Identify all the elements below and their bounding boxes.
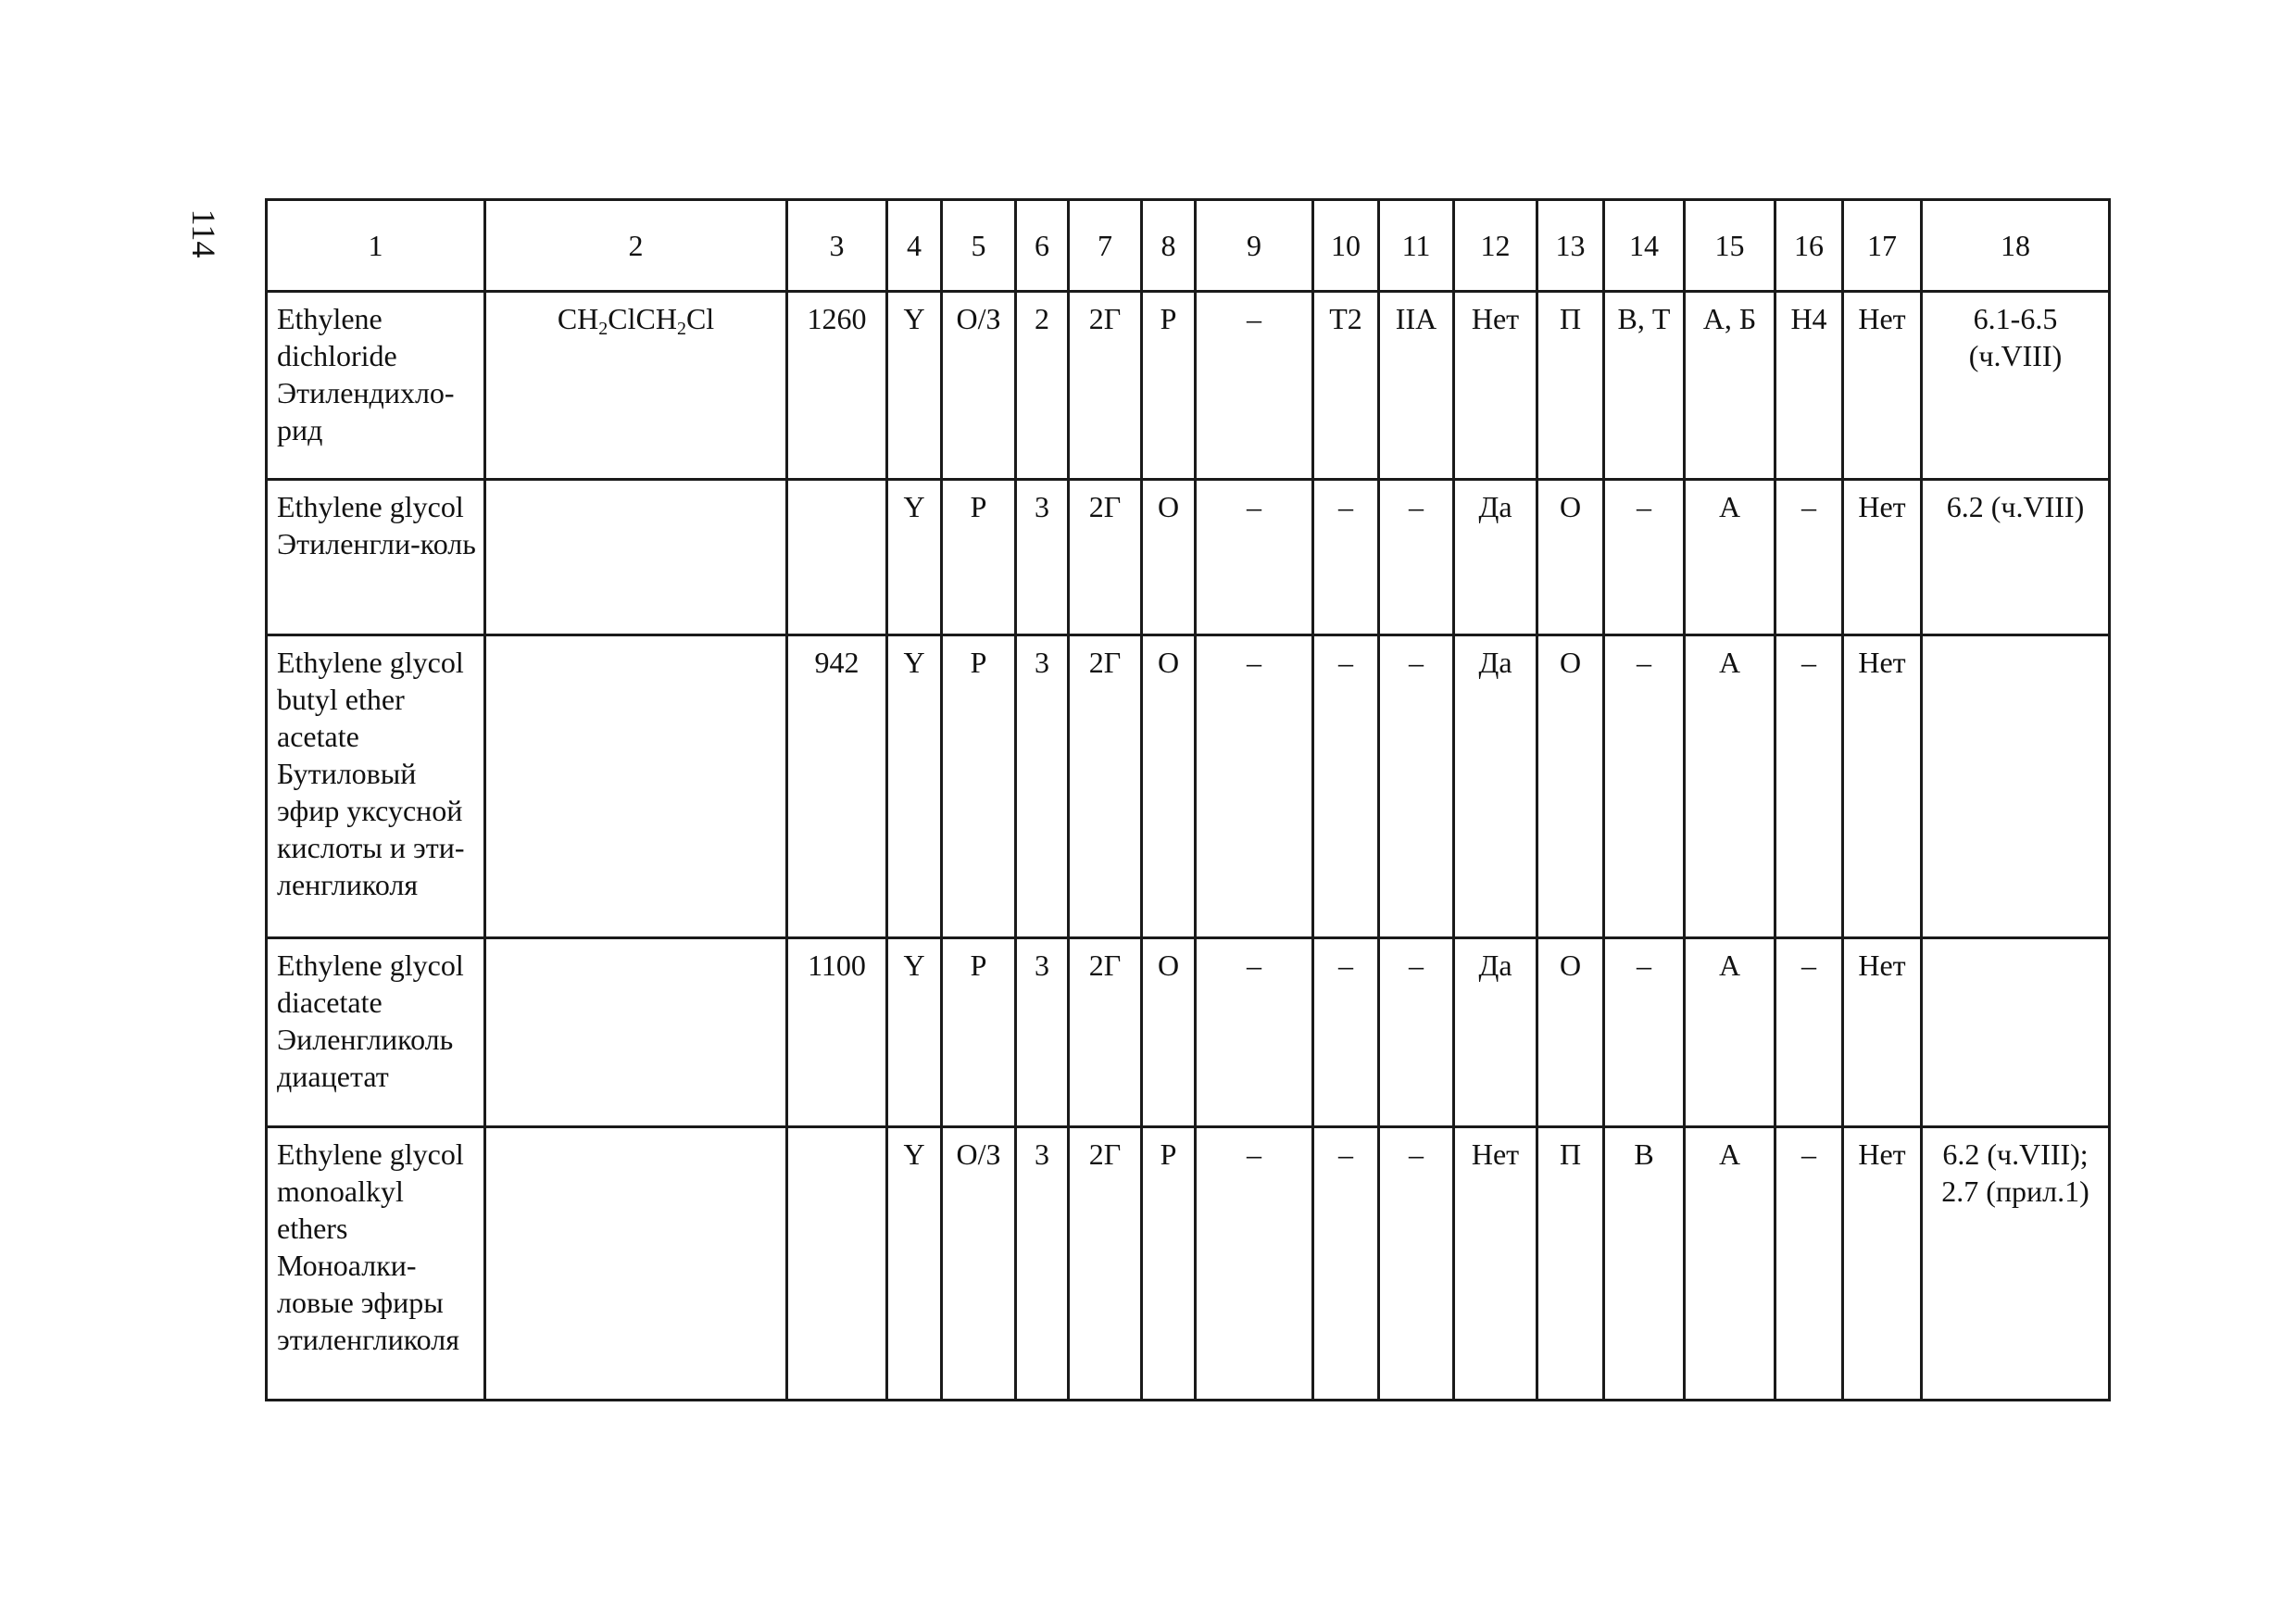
table-cell: В, Т xyxy=(1604,292,1685,480)
table-cell: 2Г xyxy=(1069,938,1142,1127)
product-name-en: Ethylene glycol xyxy=(277,490,464,523)
table-cell: – xyxy=(1775,635,1843,938)
table-cell: – xyxy=(1313,938,1379,1127)
table-cell: П xyxy=(1537,1127,1604,1401)
product-name-ru: Бутиловый эфир уксусной кислоты и эти-ленгликоля xyxy=(277,757,465,901)
column-header: 3 xyxy=(787,200,887,292)
reference-cell: 6.1-6.5 (ч.VIII) xyxy=(1922,292,2110,480)
column-header: 2 xyxy=(485,200,787,292)
table-cell: Да xyxy=(1454,635,1537,938)
product-name-ru: Этилендихло-рид xyxy=(277,376,455,446)
column-header: 4 xyxy=(887,200,942,292)
reference-cell: 6.2 (ч.VIII) xyxy=(1922,480,2110,635)
table-cell: О xyxy=(1537,635,1604,938)
table-cell: Да xyxy=(1454,938,1537,1127)
table-cell: – xyxy=(1196,480,1313,635)
reference-cell xyxy=(1922,635,2110,938)
column-header: 14 xyxy=(1604,200,1685,292)
table-cell: 2Г xyxy=(1069,1127,1142,1401)
column-header: 8 xyxy=(1142,200,1196,292)
formula-cell xyxy=(485,1127,787,1401)
product-name-cell xyxy=(267,938,485,1127)
table-cell: 2 xyxy=(1016,292,1069,480)
table-cell: 2Г xyxy=(1069,635,1142,938)
table-cell: Р xyxy=(942,480,1016,635)
table-cell: Нет xyxy=(1843,938,1922,1127)
table-cell: – xyxy=(1313,635,1379,938)
table-cell: 2Г xyxy=(1069,480,1142,635)
page-number: 114 xyxy=(185,208,222,258)
table-cell: Нет xyxy=(1843,635,1922,938)
table-cell: П xyxy=(1537,292,1604,480)
formula-cell xyxy=(485,292,787,480)
table-cell: Y xyxy=(887,938,942,1127)
formula-subscript: 2 xyxy=(676,319,686,339)
formula-part: Cl xyxy=(685,302,715,335)
table-cell: 1100 xyxy=(787,938,887,1127)
formula-part: CH xyxy=(557,302,599,335)
table-cell: – xyxy=(1196,635,1313,938)
table-cell: – xyxy=(1313,480,1379,635)
table-cell: О xyxy=(1142,480,1196,635)
column-header: 17 xyxy=(1843,200,1922,292)
column-header: 9 xyxy=(1196,200,1313,292)
product-name-cell xyxy=(267,292,485,480)
table-cell: Нет xyxy=(1454,1127,1537,1401)
table-cell: Нет xyxy=(1454,292,1537,480)
table-cell: 3 xyxy=(1016,938,1069,1127)
table-cell: О xyxy=(1142,635,1196,938)
table-cell: 3 xyxy=(1016,480,1069,635)
table-cell: Р xyxy=(1142,292,1196,480)
column-header: 11 xyxy=(1379,200,1454,292)
table-row xyxy=(267,1127,2110,1401)
table-cell: О xyxy=(1142,938,1196,1127)
product-name-en: Ethylene dichloride xyxy=(277,302,397,372)
table-cell xyxy=(787,480,887,635)
table-cell: 2Г xyxy=(1069,292,1142,480)
table-cell: Нет xyxy=(1843,1127,1922,1401)
table-cell: Y xyxy=(887,1127,942,1401)
reference-cell xyxy=(1922,938,2110,1127)
column-header: 10 xyxy=(1313,200,1379,292)
table-cell: – xyxy=(1604,938,1685,1127)
table-cell: А, Б xyxy=(1685,292,1775,480)
table-cell: А xyxy=(1685,480,1775,635)
cargo-table xyxy=(265,198,2111,1401)
column-header: 7 xyxy=(1069,200,1142,292)
product-name-ru: Этиленгли-коль xyxy=(277,527,476,560)
table-cell: – xyxy=(1604,480,1685,635)
table-cell: О/З xyxy=(942,292,1016,480)
table-cell: T2 xyxy=(1313,292,1379,480)
formula-part: ClCH xyxy=(608,302,677,335)
table-cell: 3 xyxy=(1016,1127,1069,1401)
column-header: 5 xyxy=(942,200,1016,292)
product-name-en: Ethylene glycol monoalkyl ethers xyxy=(277,1137,464,1245)
table-cell: Р xyxy=(942,635,1016,938)
product-name-ru: Моноалки-ловые эфиры этиленгликоля xyxy=(277,1249,459,1356)
header-row xyxy=(267,200,2110,292)
column-header: 13 xyxy=(1537,200,1604,292)
table-row xyxy=(267,292,2110,480)
column-header: 1 xyxy=(267,200,485,292)
table-cell: О xyxy=(1537,938,1604,1127)
table-cell: – xyxy=(1604,635,1685,938)
table-cell: IIA xyxy=(1379,292,1454,480)
table-cell: Р xyxy=(942,938,1016,1127)
table-cell: – xyxy=(1196,938,1313,1127)
table-cell: – xyxy=(1775,938,1843,1127)
column-header: 18 xyxy=(1922,200,2110,292)
table-row xyxy=(267,480,2110,635)
table-cell: Y xyxy=(887,635,942,938)
column-header: 6 xyxy=(1016,200,1069,292)
table-cell: – xyxy=(1196,1127,1313,1401)
table-cell: 3 xyxy=(1016,635,1069,938)
table-cell xyxy=(787,1127,887,1401)
formula-cell xyxy=(485,635,787,938)
table-cell: О/З xyxy=(942,1127,1016,1401)
table-cell: – xyxy=(1775,1127,1843,1401)
formula-cell xyxy=(485,938,787,1127)
table-cell: А xyxy=(1685,938,1775,1127)
product-name-cell xyxy=(267,480,485,635)
table-row xyxy=(267,635,2110,938)
column-header: 12 xyxy=(1454,200,1537,292)
table-cell: Да xyxy=(1454,480,1537,635)
column-header: 16 xyxy=(1775,200,1843,292)
table-cell: – xyxy=(1313,1127,1379,1401)
table-cell: 942 xyxy=(787,635,887,938)
product-name-en: Ethylene glycol diacetate xyxy=(277,949,464,1019)
table-cell: О xyxy=(1537,480,1604,635)
table-cell: В xyxy=(1604,1127,1685,1401)
reference-cell: 6.2 (ч.VIII); 2.7 (прил.1) xyxy=(1922,1127,2110,1401)
table-cell: – xyxy=(1379,938,1454,1127)
table-cell: 1260 xyxy=(787,292,887,480)
table-cell: Нет xyxy=(1843,292,1922,480)
table-cell: Нет xyxy=(1843,480,1922,635)
table-cell: – xyxy=(1379,1127,1454,1401)
table-cell: – xyxy=(1379,635,1454,938)
formula-cell xyxy=(485,480,787,635)
table-cell: Р xyxy=(1142,1127,1196,1401)
product-name-cell xyxy=(267,1127,485,1401)
table-cell: Y xyxy=(887,292,942,480)
product-name-cell xyxy=(267,635,485,938)
table-cell: Y xyxy=(887,480,942,635)
formula-subscript: 2 xyxy=(598,319,609,339)
product-name-en: Ethylene glycol butyl ether acetate xyxy=(277,646,464,753)
table-cell: – xyxy=(1775,480,1843,635)
table-cell: А xyxy=(1685,635,1775,938)
table-cell: – xyxy=(1196,292,1313,480)
table-cell: Н4 xyxy=(1775,292,1843,480)
column-header: 15 xyxy=(1685,200,1775,292)
table-row xyxy=(267,938,2110,1127)
table-cell: А xyxy=(1685,1127,1775,1401)
product-name-ru: Эиленгликоль диацетат xyxy=(277,1023,454,1093)
table-cell: – xyxy=(1379,480,1454,635)
